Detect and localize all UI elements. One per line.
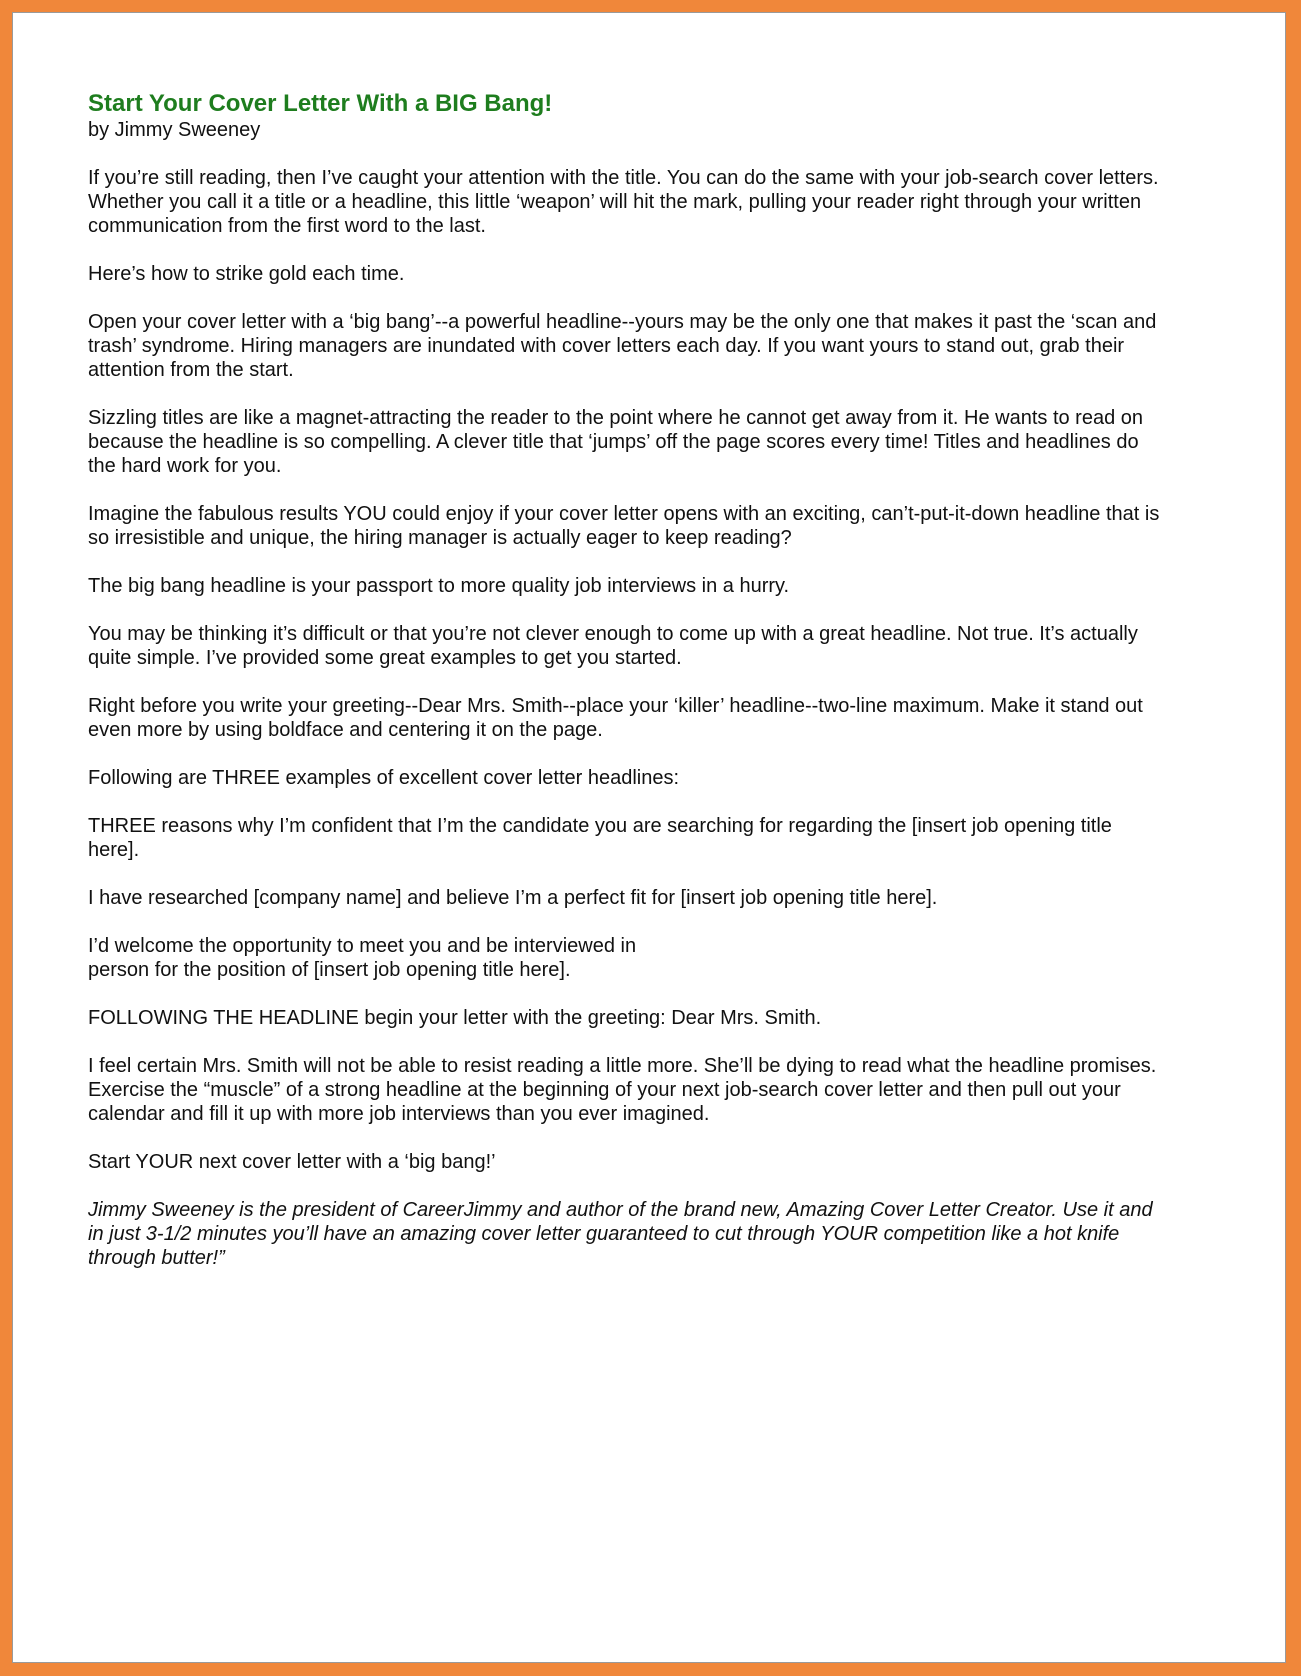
paragraph-line: here]. (88, 839, 140, 861)
paragraph-line: FOLLOWING THE HEADLINE begin your letter with the greeting: Dear Mrs. Smith. (88, 1007, 822, 1029)
paragraph-line: You may be thinking it’s difficult or that you’re not clever enough to come up with a great headline. Not true. It’s actually (88, 623, 1138, 645)
paragraph-line: Right before you write your greeting--Dear Mrs. Smith--place your ‘killer’ headline--two-line maximum. Make it stand out (88, 695, 1143, 717)
paragraph-line: in just 3-1/2 minutes you’ll have an amazing cover letter guaranteed to cut through YOUR competition like a hot knife (88, 1223, 1120, 1245)
paragraph-line: even more by using boldface and centering it on the page. (88, 719, 603, 741)
body-paragraph (88, 694, 1238, 742)
paragraph-line: calendar and fill it up with more job interviews than you ever imagined. (88, 1103, 710, 1125)
body-paragraph (88, 1054, 1238, 1126)
body-paragraph (88, 1150, 1238, 1174)
paragraph-line: THREE reasons why I’m confident that I’m the candidate you are searching for regarding the [insert job opening title (88, 815, 1112, 837)
article-byline: by Jimmy Sweeney (88, 119, 261, 141)
body-paragraph (88, 310, 1238, 382)
body-paragraph (88, 502, 1238, 550)
body-paragraph (88, 934, 1238, 982)
paragraph-line: I have researched [company name] and believe I’m a perfect fit for [insert job opening title here]. (88, 887, 938, 909)
body-paragraph (88, 886, 1238, 910)
paragraph-line: through butter!” (88, 1247, 225, 1269)
paragraph-line: I feel certain Mrs. Smith will not be able to resist reading a little more. She’ll be dying to read what the headline promises. (88, 1055, 1157, 1077)
paragraph-line: Here’s how to strike gold each time. (88, 263, 405, 285)
body-paragraph (88, 406, 1238, 478)
body-paragraph (88, 574, 1238, 598)
paragraph-line: quite simple. I’ve provided some great examples to get you started. (88, 647, 682, 669)
paragraph-line: Exercise the “muscle” of a strong headline at the beginning of your next job-search cover letter and then pull out your (88, 1079, 1121, 1101)
paragraph-line: so irresistible and unique, the hiring manager is actually eager to keep reading? (88, 527, 792, 549)
paragraph-line: If you’re still reading, then I’ve caught your attention with the title. You can do the same with your job-search cover letters. (88, 167, 1159, 189)
body-paragraph (88, 1006, 1238, 1030)
paragraph-line: Jimmy Sweeney is the president of CareerJimmy and author of the brand new, Amazing Cover Letter Creator. Use it and (88, 1199, 1153, 1221)
article-title: Start Your Cover Letter With a BIG Bang! (88, 90, 553, 117)
document-page (12, 12, 1286, 1663)
paragraph-list (88, 166, 1238, 1270)
paragraph-line: The big bang headline is your passport to more quality job interviews in a hurry. (88, 575, 790, 597)
body-paragraph (88, 166, 1238, 238)
paragraph-line: Imagine the fabulous results YOU could enjoy if your cover letter opens with an exciting, can’t-put-it-down headline that is (88, 503, 1160, 525)
paragraph-line: person for the position of [insert job opening title here]. (88, 959, 571, 981)
paragraph-line: I’d welcome the opportunity to meet you and be interviewed in (88, 935, 637, 957)
paragraph-line: Following are THREE examples of excellent cover letter headlines: (88, 767, 680, 789)
paragraph-line: Sizzling titles are like a magnet-attracting the reader to the point where he cannot get away from it. He wants to read on (88, 407, 1144, 429)
paragraph-line: because the headline is so compelling. A clever title that ‘jumps’ off the page scores every time! Titles and headlines do (88, 431, 1139, 453)
paragraph-line: trash’ syndrome. Hiring managers are inundated with cover letters each day. If you want yours to stand out, grab their (88, 335, 1125, 357)
paragraph-line: the hard work for you. (88, 455, 282, 477)
paragraph-line: Open your cover letter with a ‘big bang’--a powerful headline--yours may be the only one that makes it past the ‘scan and (88, 311, 1157, 333)
paragraph-line: communication from the first word to the last. (88, 215, 486, 237)
paragraph-line: Whether you call it a title or a headline, this little ‘weapon’ will hit the mark, pulling your reader right through your written (88, 191, 1142, 213)
paragraph-line: Start YOUR next cover letter with a ‘big bang!’ (88, 1151, 496, 1173)
author-bio-paragraph (88, 1198, 1238, 1270)
body-paragraph (88, 766, 1238, 790)
body-paragraph (88, 262, 1238, 286)
article-body (88, 90, 1238, 1294)
body-paragraph (88, 814, 1238, 862)
paragraph-line: attention from the start. (88, 359, 294, 381)
body-paragraph (88, 622, 1238, 670)
